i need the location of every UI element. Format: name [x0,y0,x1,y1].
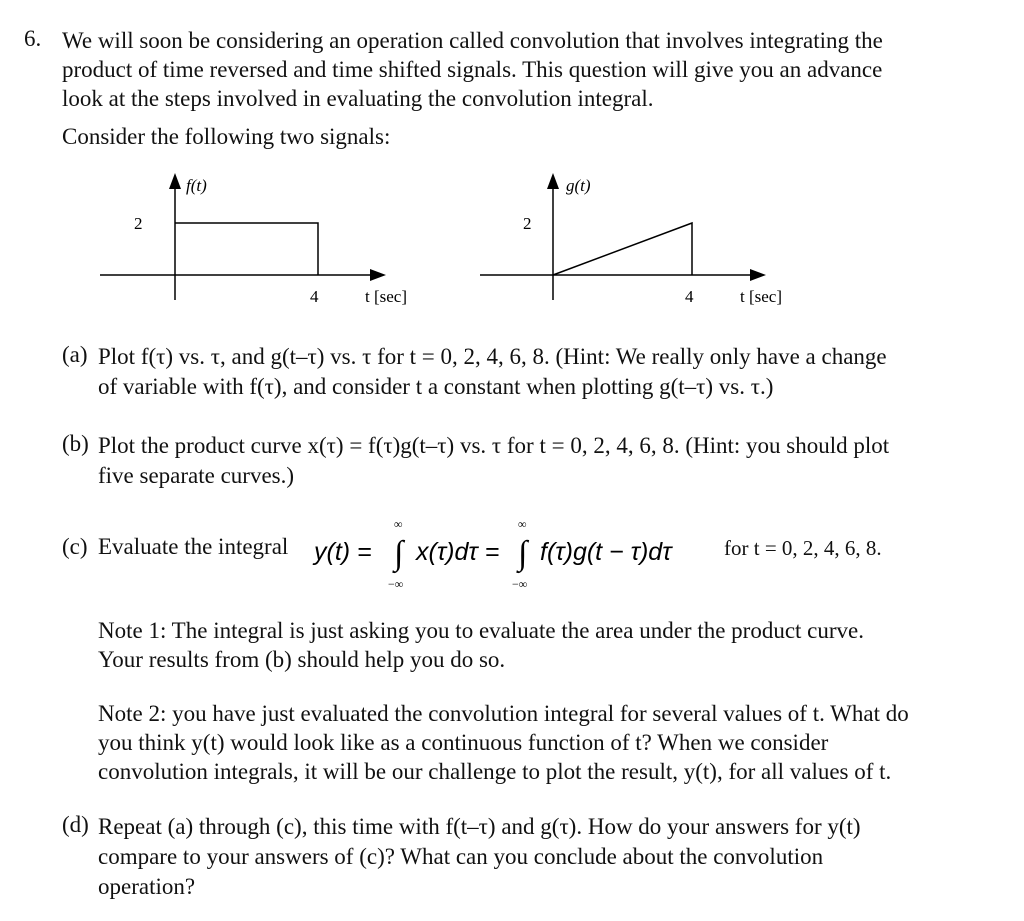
integral-lower-limit-2: −∞ [512,577,528,591]
intro-line: We will soon be considering an operation called convolution that involves integrating the [62,28,883,53]
consider-text: Consider the following two signals: [62,124,391,149]
g-y-axis-arrow [547,173,559,189]
integral-rhs: f(τ)g(t − τ)dτ [540,538,672,566]
note-2-line: Note 2: you have just evaluated the convolution integral for several values of t. What do [98,701,909,726]
note-1 [98,616,1008,674]
f-y-tick: 2 [134,214,143,233]
part-a-label: (a) [62,342,88,367]
g-y-tick: 2 [523,214,532,233]
part-c-text-after: for t = 0, 2, 4, 6, 8. [724,536,882,560]
integral-mid: x(τ)dτ = [416,538,500,566]
g-ramp [553,223,692,275]
f-x-axis-arrow [370,269,386,281]
part-d-line: compare to your answers of (c)? What can you conclude about the convolution [98,844,824,869]
note-2-line: convolution integrals, it will be our challenge to plot the result, y(t), for all values of t. [98,759,892,784]
part-d-label: (d) [62,812,89,837]
part-c-label: (c) [62,534,88,559]
integral-upper-limit: ∞ [394,517,403,531]
part-b-label: (b) [62,431,89,456]
g-x-axis-arrow [750,269,766,281]
convolution-integral [312,514,732,594]
part-d-line: operation? [98,874,196,899]
f-y-axis-arrow [169,173,181,189]
part-b-line: Plot the product curve x(τ) = f(τ)g(t–τ) vs. τ for t = 0, 2, 4, 6, 8. (Hint: you should plot [98,433,890,458]
f-ylabel: f(t) [186,176,207,195]
part-a-line: Plot f(τ) vs. τ, and g(t–τ) vs. τ for t = 0, 2, 4, 6, 8. (Hint: We really only have a change [98,344,887,369]
intro-line: product of time reversed and time shifted signals. This question will give you an advance [62,57,883,82]
integral-sign: ∫ [394,535,404,572]
part-d-line: Repeat (a) through (c), this time with f(t–τ) and g(τ). How do your answers for y(t) [98,814,861,839]
question-intro [62,26,1012,113]
note-2-line: you think y(t) would look like as a continuous function of t? When we consider [98,730,829,755]
note-1-line: Note 1: The integral is just asking you to evaluate the area under the product curve. [98,618,864,643]
figure-g [470,165,830,315]
note-1-line: Your results from (b) should help you do so. [98,647,506,672]
figure-f [90,165,450,315]
f-pulse [175,223,318,275]
f-x-axis-label: t [sec] [365,287,408,306]
g-ylabel: g(t) [566,176,591,195]
integral-upper-limit-2: ∞ [518,517,527,531]
part-a-line: of variable with f(τ), and consider t a constant when plotting g(t–τ) vs. τ.) [98,374,774,399]
integral-lower-limit: −∞ [388,577,404,591]
part-b-line: five separate curves.) [98,463,295,488]
part-b-text [98,431,1008,491]
f-x-tick: 4 [310,287,319,306]
note-2 [98,699,1008,786]
part-d-text [98,812,1008,902]
g-x-tick: 4 [685,287,694,306]
question-number: 6. [24,26,42,51]
part-a-text [98,342,1008,402]
integral-sign-2: ∫ [518,535,528,572]
part-c-text-before: Evaluate the integral [98,534,289,559]
g-x-axis-label: t [sec] [740,287,783,306]
integral-lhs: y(t) = [314,538,372,566]
intro-line: look at the steps involved in evaluating the convolution integral. [62,86,654,111]
